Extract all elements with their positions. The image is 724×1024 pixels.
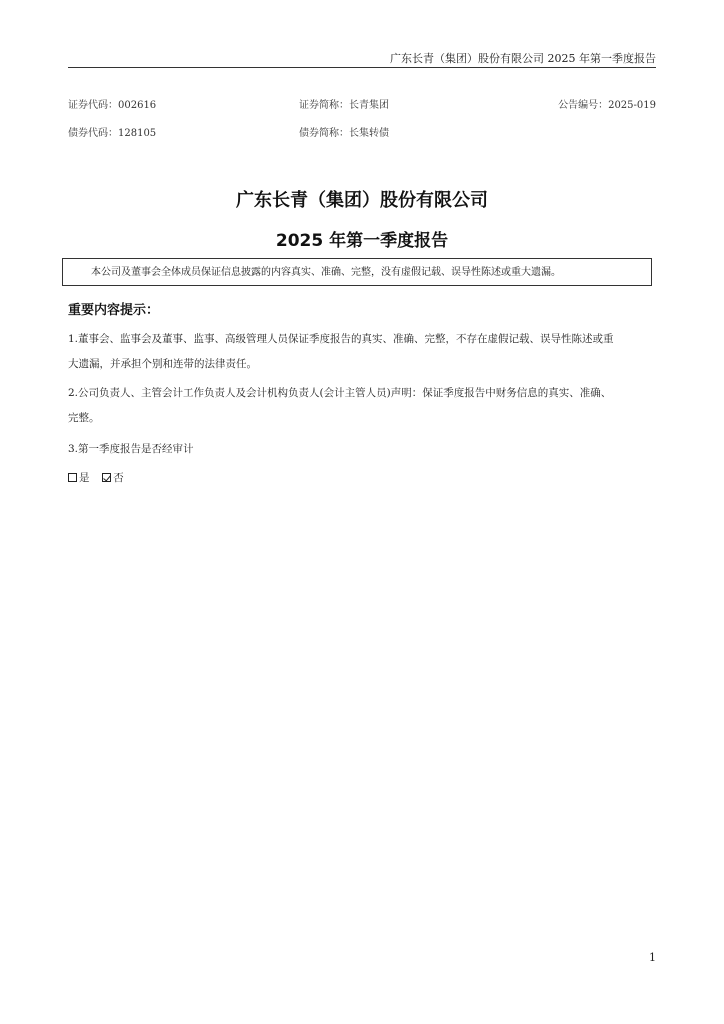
announcement-number: 公告编号：2025-019 xyxy=(558,100,656,111)
item-2-line-2: 完整。 xyxy=(68,412,100,424)
important-heading: 重要内容提示： xyxy=(68,303,160,318)
disclosure-notice-box: 本公司及董事会全体成员保证信息披露的内容真实、准确、完整，没有虚假记载、误导性陈述或重大遗漏。 xyxy=(62,258,652,286)
company-title: 广东长青（集团）股份有限公司 xyxy=(236,190,488,211)
running-header: 广东长青（集团）股份有限公司 2025 年第一季度报告 xyxy=(390,52,656,65)
page-number: 1 xyxy=(649,951,656,964)
stock-code: 证券代码：002616 xyxy=(68,100,157,111)
checkbox-empty-icon[interactable] xyxy=(68,473,77,482)
checkbox-checked-icon[interactable] xyxy=(102,473,111,482)
item-1-line-2: 大遗漏，并承担个别和连带的法律责任。 xyxy=(68,358,257,370)
item-2-line-1: 2.公司负责人、主管会计工作负责人及会计机构负责人(会计主管人员)声明：保证季度报告中财务信息的真实、准确、 xyxy=(68,387,612,399)
header-divider xyxy=(68,67,656,68)
option-yes-label: 是 xyxy=(79,472,90,484)
stock-abbreviation: 证券简称：长青集团 xyxy=(299,100,389,111)
report-title: 2025 年第一季度报告 xyxy=(275,231,449,251)
audit-options xyxy=(68,470,124,485)
item-3: 3.第一季度报告是否经审计 xyxy=(68,443,194,455)
item-1-line-1: 1.董事会、监事会及董事、监事、高级管理人员保证季度报告的真实、准确、完整，不存在虚假记载、误导性陈述或重 xyxy=(68,333,614,345)
bond-abbreviation: 债券简称：长集转债 xyxy=(299,128,389,139)
option-no-label: 否 xyxy=(113,472,124,484)
bond-code: 债券代码：128105 xyxy=(68,128,157,139)
